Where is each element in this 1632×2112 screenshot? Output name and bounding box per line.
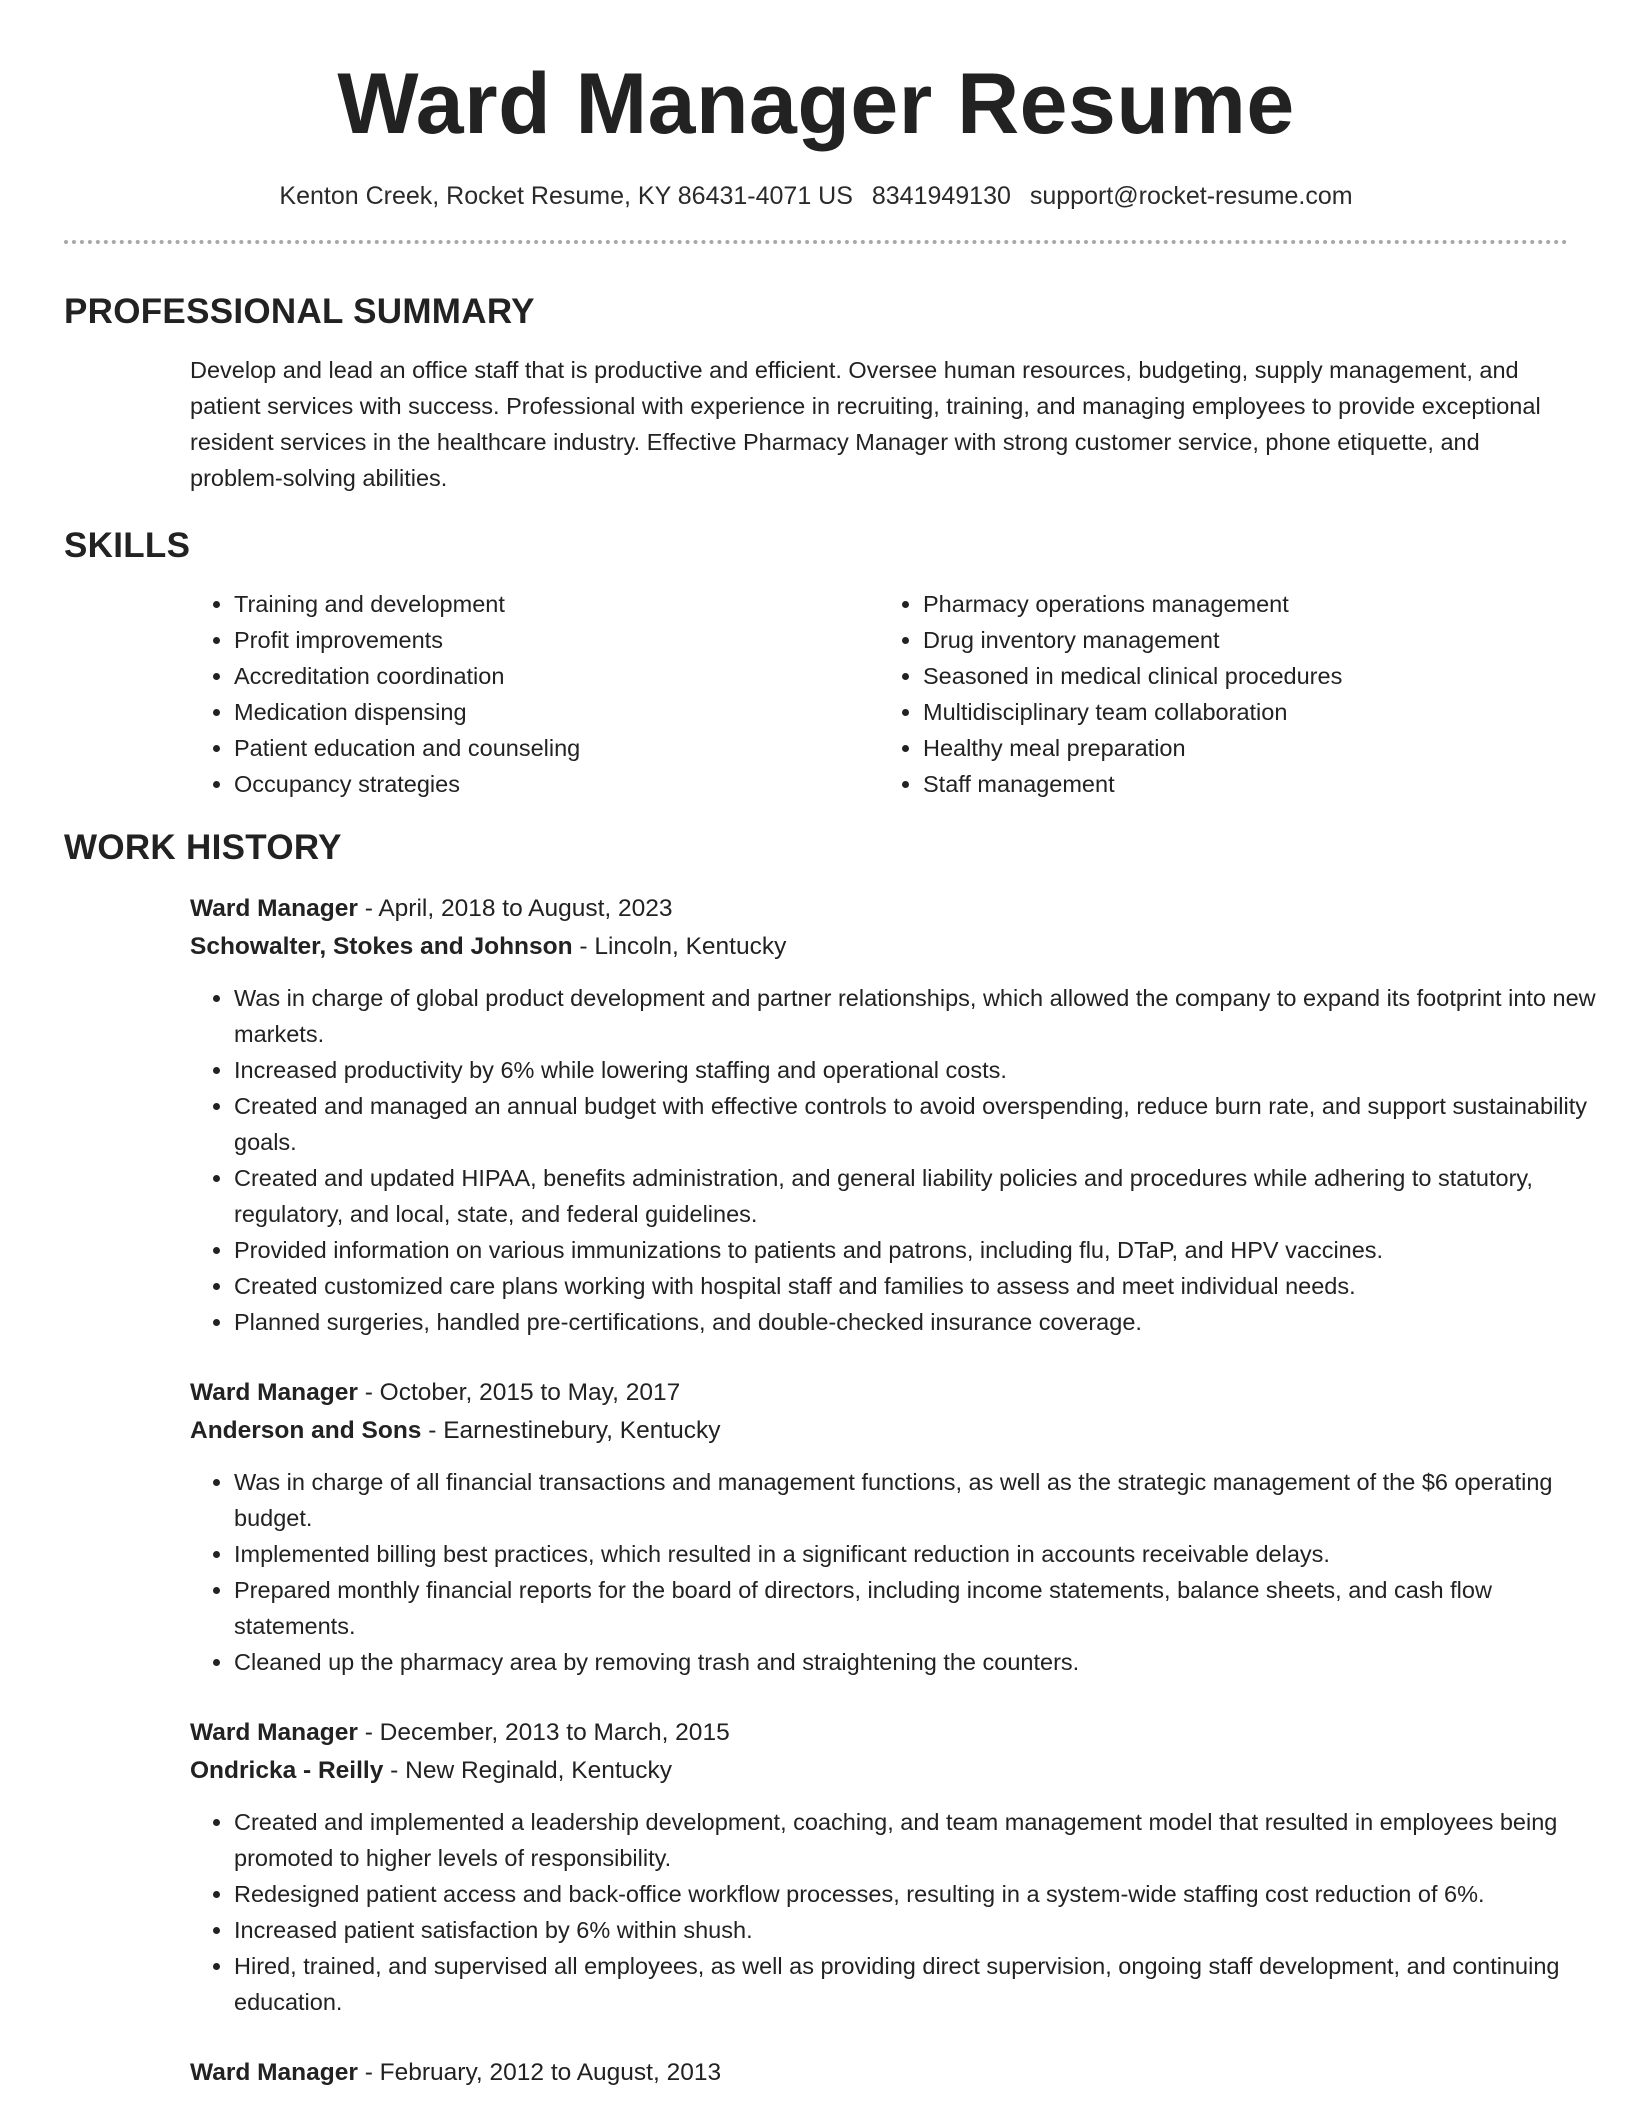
job-bullet-list (190, 980, 1614, 1340)
resume-title: Ward Manager Resume (337, 56, 1295, 152)
summary-heading: PROFESSIONAL SUMMARY (64, 292, 535, 331)
contact-phone: 8341949130 (871, 182, 1011, 210)
job-company: Ondricka - Reilly (190, 1757, 384, 1784)
skill-item: • Medication dispensing (234, 694, 879, 730)
job-bullet: • Created and managed an annual budget with effective controls to avoid overspending, reduce burn rate, and support sustainability goals. (234, 1088, 1614, 1160)
skills-section (64, 524, 1568, 802)
skill-item: • Training and development (234, 586, 879, 622)
skill-item: • Healthy meal preparation (923, 730, 1568, 766)
skill-item: • Multidisciplinary team collaboration (923, 694, 1568, 730)
resume-header (64, 0, 1568, 212)
job-bullet: • Redesigned patient access and back-office workflow processes, resulting in a system-wide staffing cost reduction of 6%. (234, 1876, 1614, 1912)
job-bullet: • Created and implemented a leadership development, coaching, and team management model that resulted in employees being promoted to higher levels of responsibility. (234, 1804, 1614, 1876)
contact-email: support@rocket-resume.com (1029, 182, 1353, 210)
job-role-line (190, 1714, 1568, 1752)
job-entry (190, 890, 1596, 1340)
job-role: Ward Manager (190, 2059, 358, 2086)
job-bullet: • Created customized care plans working with hospital staff and families to assess and meet individual needs. (234, 1268, 1614, 1304)
job-bullet: • Implemented billing best practices, which resulted in a significant reduction in accounts receivable delays. (234, 1536, 1614, 1572)
job-bullet: • Planned surgeries, handled pre-certifications, and double-checked insurance coverage. (234, 1304, 1614, 1340)
skill-item: • Occupancy strategies (234, 766, 879, 802)
job-role: Ward Manager (190, 1379, 358, 1406)
job-company: Schowalter, Stokes and Johnson (190, 933, 573, 960)
header-divider (64, 240, 1568, 244)
job-dates: - December, 2013 to March, 2015 (357, 1719, 730, 1746)
job-company: Anderson and Sons (190, 1417, 422, 1444)
job-role-line (190, 2054, 1568, 2092)
job-bullet: • Cleaned up the pharmacy area by removing trash and straightening the counters. (234, 1644, 1614, 1680)
job-bullet: • Prepared monthly financial reports for the board of directors, including income statements, balance sheets, and cash flow statements. (234, 1572, 1614, 1644)
skill-item: • Accreditation coordination (234, 658, 879, 694)
job-location: - New Reginald, Kentucky (383, 1757, 673, 1784)
skills-grid (190, 586, 1568, 802)
skills-heading: SKILLS (64, 526, 191, 565)
job-bullet: • Created and updated HIPAA, benefits administration, and general liability policies and procedures while adhering to statutory, regulatory, and local, state, and federal guidelines. (234, 1160, 1614, 1232)
job-role: Ward Manager (190, 1719, 358, 1746)
job-dates: - February, 2012 to August, 2013 (357, 2059, 722, 2086)
job-role-line (190, 1374, 1568, 1412)
job-bullet: • Increased patient satisfaction by 6% within shush. (234, 1912, 1614, 1948)
job-entry (190, 1714, 1568, 2020)
contact-address: Kenton Creek, Rocket Resume, KY 86431-4071 US (279, 182, 853, 210)
job-bullet-list (190, 1464, 1614, 1680)
job-bullet: • Increased productivity by 6% while lowering staffing and operational costs. (234, 1052, 1614, 1088)
work-history-heading: WORK HISTORY (64, 828, 342, 867)
job-role-line (190, 890, 1568, 928)
summary-text: Develop and lead an office staff that is productive and efficient. Oversee human resources, budgeting, supply management, and patient services with success. Professional with experience in recruiting, training, and managing employees to provide exceptional resident services in the healthcare industry. Effective Pharmacy Manager with strong customer service, phone etiquette, and problem-solving abilities. (190, 357, 1541, 491)
job-dates: - October, 2015 to May, 2017 (357, 1379, 681, 1406)
skills-left-list (190, 586, 879, 802)
job-entry (190, 1374, 1568, 1680)
job-company-line (190, 1752, 1568, 1790)
skill-item: • Patient education and counseling (234, 730, 879, 766)
job-bullet: • Was in charge of global product development and partner relationships, which allowed the company to expand its footprint into new markets. (234, 980, 1614, 1052)
job-role: Ward Manager (190, 895, 358, 922)
skill-item: • Pharmacy operations management (923, 586, 1568, 622)
job-entry (190, 2054, 1568, 2092)
skills-right-list (879, 586, 1568, 802)
skill-item: • Staff management (923, 766, 1568, 802)
work-history-section (64, 826, 1596, 2092)
job-company-line (190, 928, 1568, 966)
job-location: - Lincoln, Kentucky (572, 933, 787, 960)
job-bullet: • Was in charge of all financial transactions and management functions, as well as the strategic management of the $6 operating budget. (234, 1464, 1614, 1536)
skill-item: • Profit improvements (234, 622, 879, 658)
job-bullet: • Provided information on various immunizations to patients and patrons, including flu, DTaP, and HPV vaccines. (234, 1232, 1614, 1268)
summary-section (64, 290, 1568, 496)
skill-item: • Drug inventory management (923, 622, 1568, 658)
job-bullet: • Hired, trained, and supervised all employees, as well as providing direct supervision, ongoing staff development, and continuing education. (234, 1948, 1614, 2020)
job-company-line (190, 1412, 1568, 1450)
job-location: - Earnestinebury, Kentucky (421, 1417, 721, 1444)
skill-item: • Seasoned in medical clinical procedures (923, 658, 1568, 694)
job-bullet-list (190, 1804, 1614, 2020)
job-dates: - April, 2018 to August, 2023 (357, 895, 673, 922)
contact-line (64, 180, 1568, 212)
